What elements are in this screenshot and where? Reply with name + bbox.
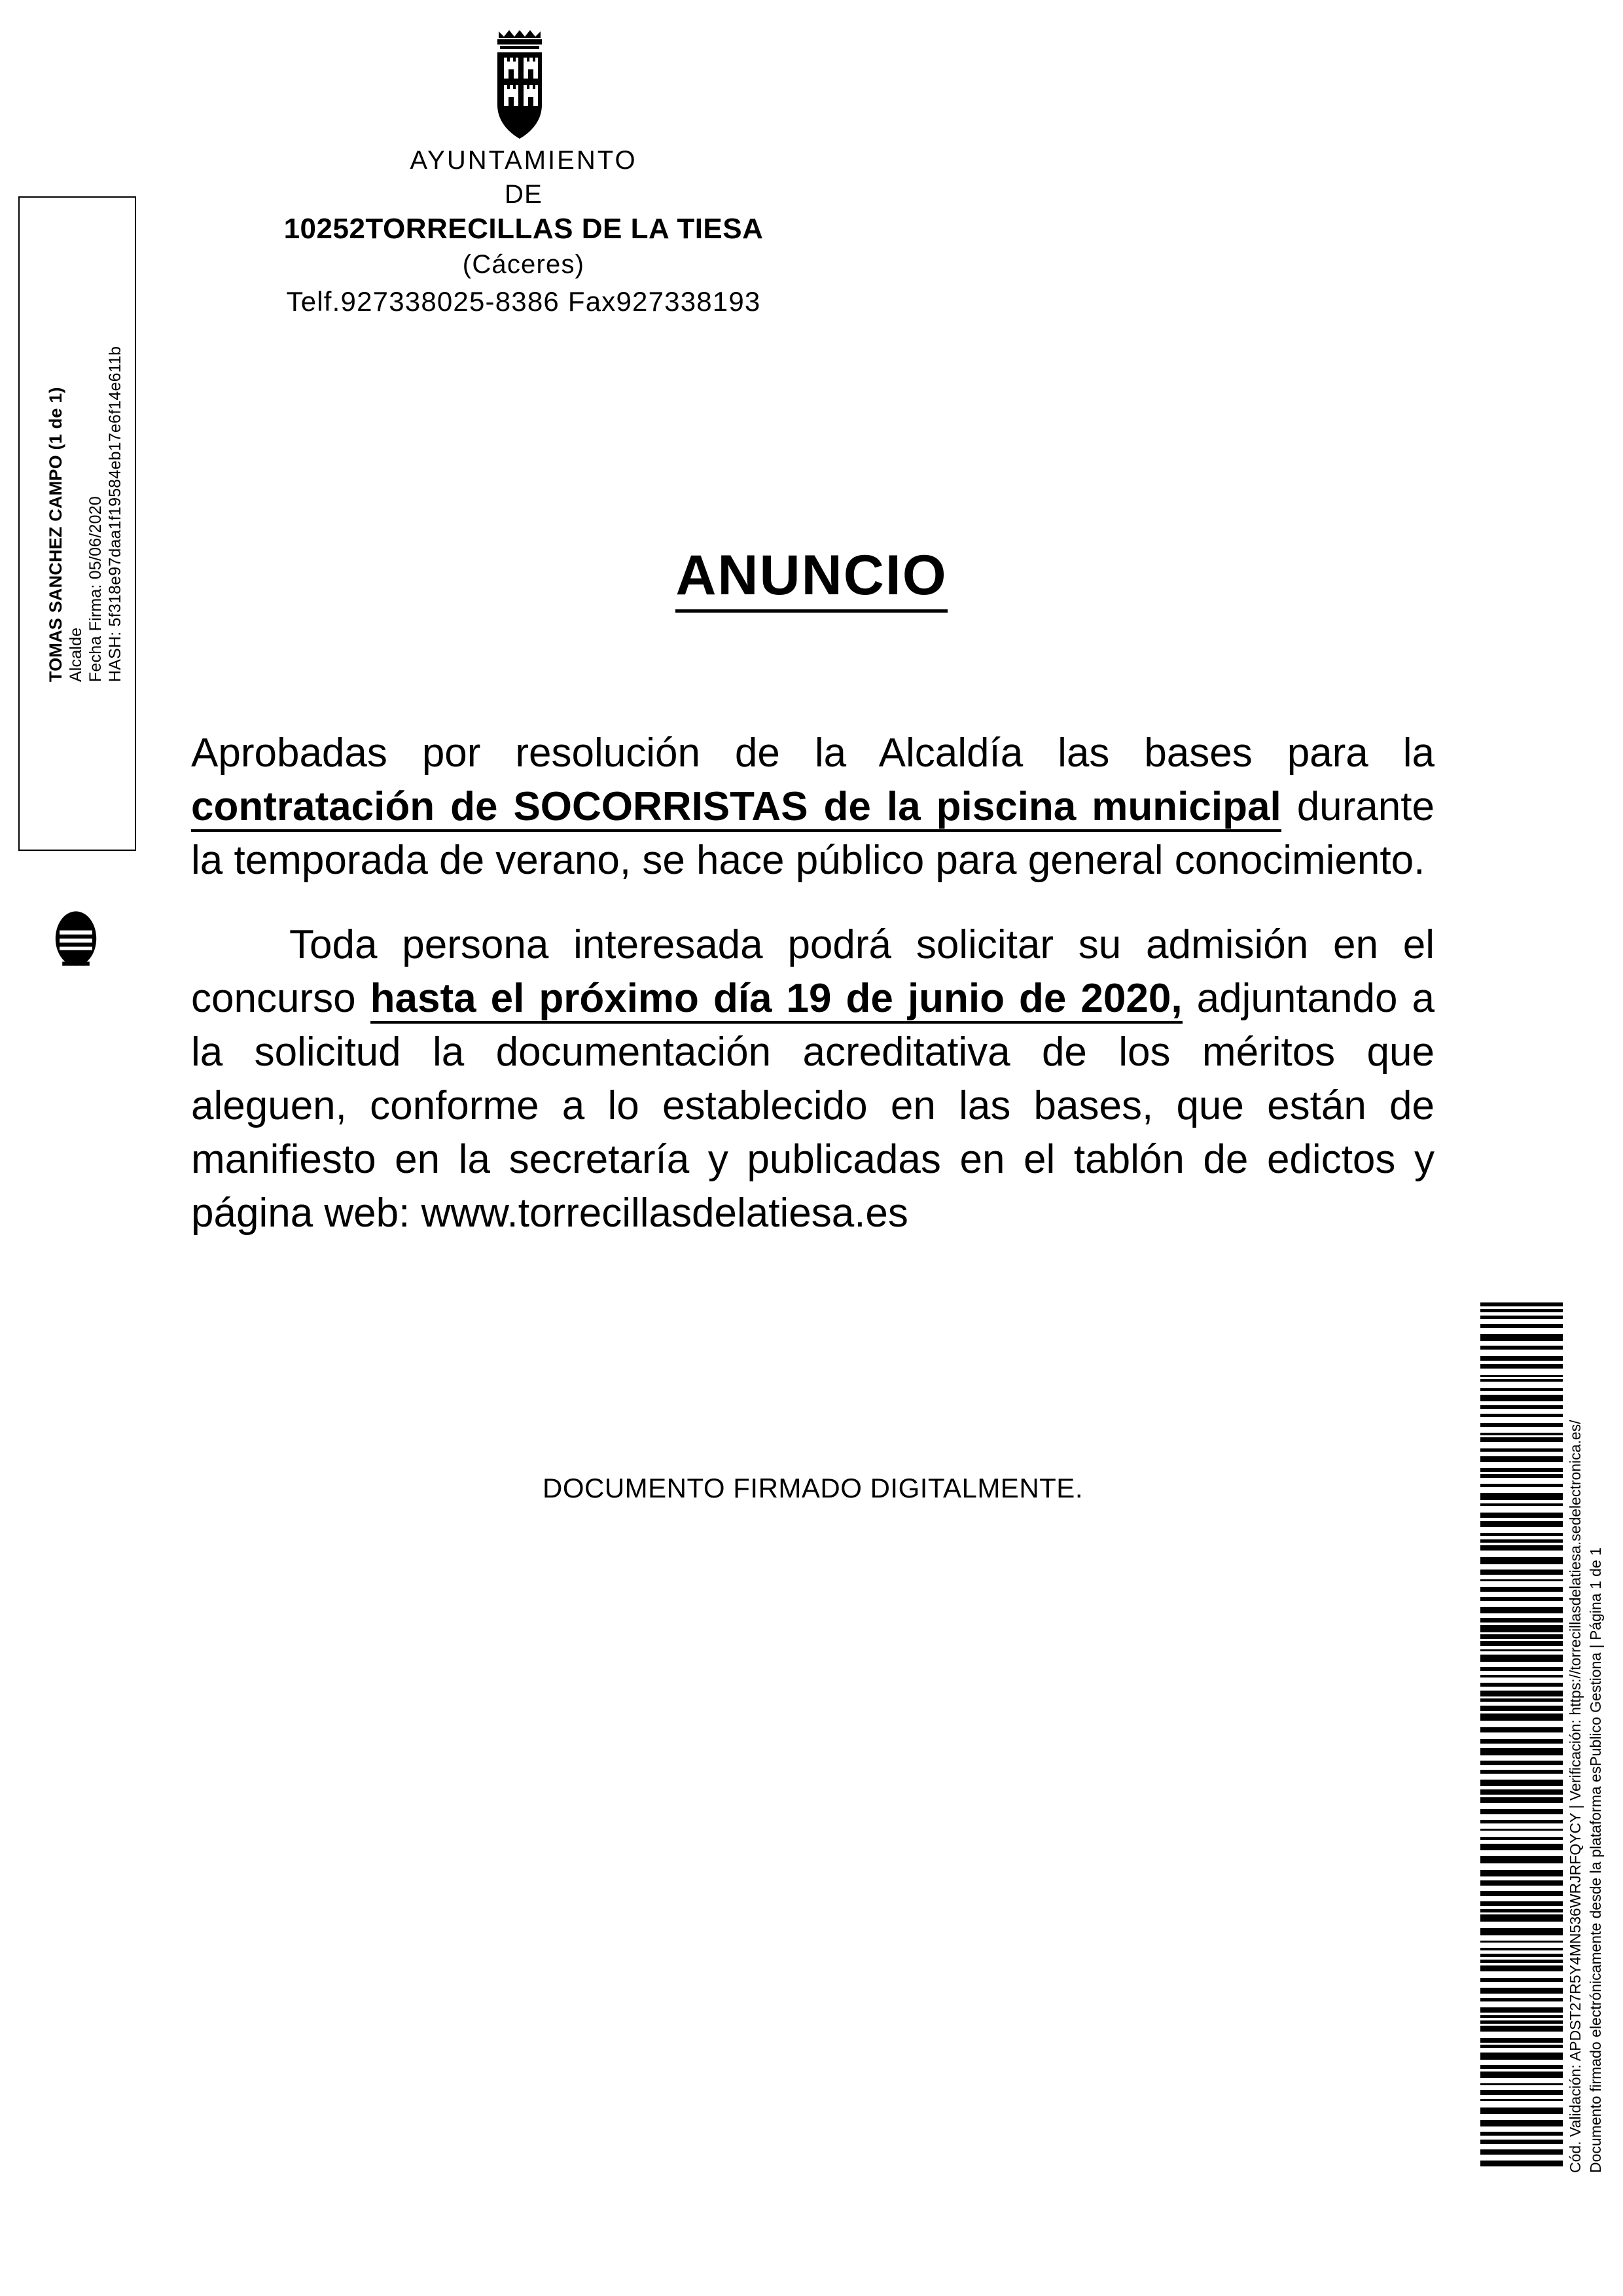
signer-role: Alcalde: [67, 627, 85, 682]
signature-sidebar: [18, 196, 136, 851]
signature-text-block: [20, 198, 131, 695]
header-line-contact: Telf.927338025-8386 Fax927338193: [286, 286, 761, 317]
official-seal-icon: [42, 905, 110, 973]
page-title: [0, 543, 1623, 608]
signed-document-note: DOCUMENTO FIRMADO DIGITALMENTE.: [543, 1473, 1083, 1503]
signature-hash: HASH: 5f318e97daa1f19584eb17e6f14e611b: [106, 346, 124, 682]
header-line-de: DE: [505, 180, 543, 209]
paragraph-2-emphasis: hasta el próximo día 19 de junio de 2020,: [370, 976, 1183, 1024]
header-line-municipality: 10252TORRECILLAS DE LA TIESA: [283, 213, 764, 245]
header-line-ayuntamiento: AYUNTAMIENTO: [410, 146, 637, 175]
barcode-graphic: [1480, 1302, 1563, 2173]
verification-lines: [1565, 1302, 1606, 2173]
paragraph-2: [191, 918, 1435, 1240]
document-header: [196, 26, 851, 319]
signer-name: TOMAS SANCHEZ CAMPO (1 de 1): [46, 387, 65, 682]
verification-text-block: [1565, 1302, 1611, 2173]
paragraph-1-part-1: Aprobadas por resolución de la Alcaldía las bases para la: [191, 730, 1435, 776]
page-title-text: ANUNCIO: [675, 544, 947, 613]
barcode-icon: [1480, 1302, 1563, 2173]
paragraph-1-emphasis: contratación de SOCORRISTAS de la piscina municipal: [191, 784, 1281, 832]
document-body: [191, 726, 1435, 1240]
coat-of-arms-icon: [487, 26, 560, 144]
signature-date: Fecha Firma: 05/06/2020: [86, 496, 105, 682]
paragraph-1-part-2: durante la temporada de verano, se hace público para general conocimiento.: [191, 783, 1435, 883]
paragraph-1: [191, 726, 1435, 887]
header-line-province: (Cáceres): [462, 250, 585, 279]
verification-line-2: Documento firmado electrónicamente desde la plataforma esPublico Gestiona | Página 1 de 1: [1587, 1547, 1605, 2173]
paragraph-2-part-1: Toda persona interesada podrá solicitar su admisión en el concurso: [191, 922, 1435, 1022]
verification-line-1: Cód. Validación: APDST27R5Y4MN536WRJRFQYCY | Verificación: https://torrecillasdelatiesa.sedelectronica.es/: [1567, 1420, 1584, 2173]
paragraph-2-part-2: adjuntando a la solicitud la documentación acreditativa de los méritos que aleguen, conforme a lo establecido en las bases, que están de manifiesto en la secretaría y publicadas en el tablón de edictos y página web: www.torrecillasdelatiesa.es: [191, 976, 1435, 1236]
